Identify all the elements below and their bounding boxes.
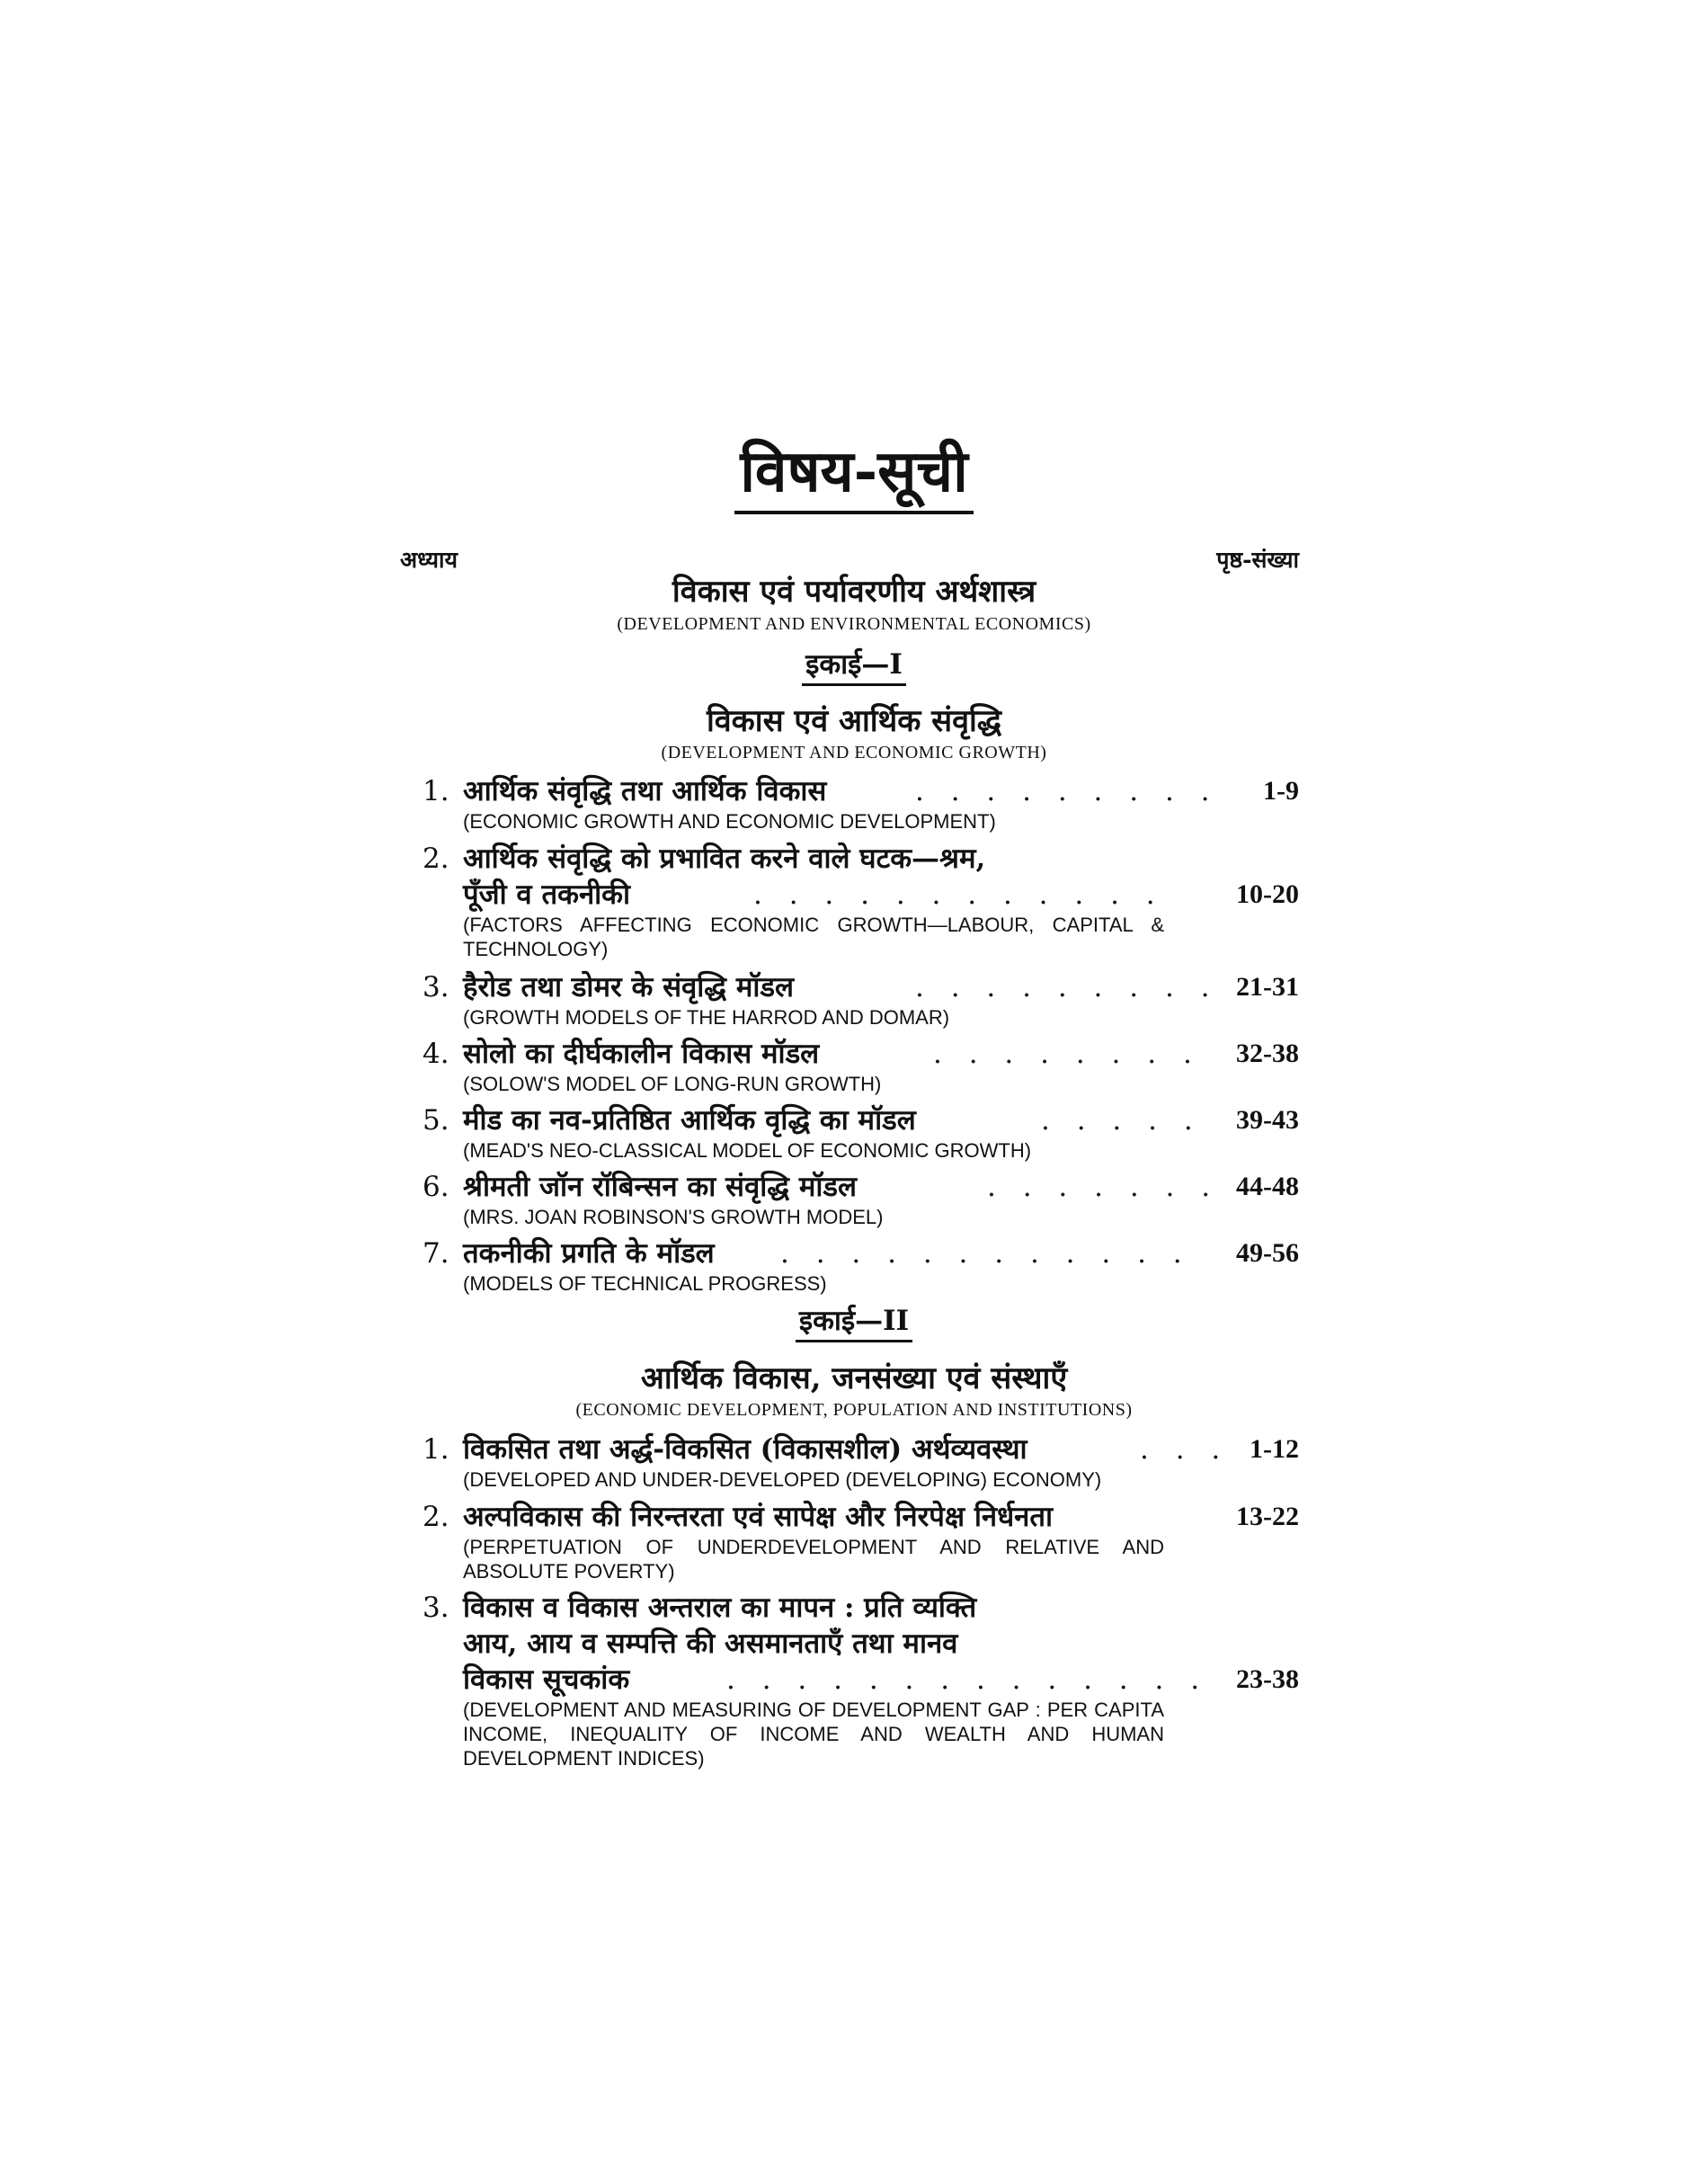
chapter-title-en: (GROWTH MODELS OF THE HARROD AND DOMAR): [463, 1006, 950, 1029]
page-range: 21-31: [1236, 972, 1299, 1002]
chapter-title-hi-line1: विकास व विकास अन्तराल का मापन : प्रति व्यक्ति: [463, 1592, 977, 1624]
chapter-number: 4.: [423, 1038, 449, 1070]
chapter-number: 3.: [423, 971, 449, 1003]
chapter-title-hi: आर्थिक संवृद्धि तथा आर्थिक विकास: [463, 775, 827, 807]
dot-leader: . . . . . . . . . . . .: [780, 1237, 1191, 1270]
page-range: 1-12: [1250, 1434, 1299, 1464]
chapter-title-en: (SOLOW'S MODEL OF LONG-RUN GROWTH): [463, 1073, 882, 1095]
unit-1-heading: [0, 705, 1708, 762]
chapter-number: 2.: [423, 1501, 449, 1533]
dot-leader: . . . . . . .: [987, 1171, 1220, 1203]
chapter-number: 1.: [423, 775, 449, 807]
chapter-title-hi-line3: विकास सूचकांक: [463, 1663, 630, 1696]
page-range: 39-43: [1236, 1105, 1299, 1135]
chapter-title-hi-line1: आर्थिक संवृद्धि को प्रभावित करने वाले घटक—श्रम,: [463, 843, 986, 875]
dot-leader: . . . . . . . . .: [915, 775, 1219, 807]
column-chapter-heading: अध्याय: [400, 547, 458, 573]
chapter-number: 1.: [423, 1433, 449, 1466]
chapter-number: 2.: [423, 843, 449, 875]
unit-2-label-wrap: [0, 1306, 1708, 1342]
unit-2-title-en: (ECONOMIC DEVELOPMENT, POPULATION AND INSTITUTIONS): [575, 1400, 1133, 1421]
page-title: विषय-सूची: [734, 439, 973, 514]
chapter-number: 6.: [423, 1171, 449, 1203]
unit-1-label-wrap: [0, 649, 1708, 686]
unit-2-heading: [0, 1362, 1708, 1420]
unit-2-title-hi: आर्थिक विकास, जनसंख्या एवं संस्थाएँ: [640, 1360, 1068, 1396]
dot-leader: . . . . . . . .: [933, 1038, 1201, 1070]
page-range: 44-48: [1236, 1172, 1299, 1201]
toc-entry-u1-2[interactable]: [423, 841, 1299, 961]
toc-entry-u2-2[interactable]: [423, 1499, 1299, 1583]
chapter-title-en: (DEVELOPMENT AND MEASURING OF DEVELOPMENT GAP : PER CAPITA INCOME, INEQUALITY OF INCOME AND WEALTH AND HUMAN DEVELOPMENT INDICES): [463, 1699, 1164, 1770]
unit-1-title-hi: विकास एवं आर्थिक संवृद्धि: [706, 703, 1002, 739]
toc-entry-u2-1[interactable]: [423, 1431, 1299, 1492]
chapter-title-hi: हैरोड तथा डोमर के संवृद्धि मॉडल: [463, 971, 795, 1003]
unit-1-title-en: (DEVELOPMENT AND ECONOMIC GROWTH): [661, 743, 1047, 763]
chapter-title-hi: अल्पविकास की निरन्तरता एवं सापेक्ष और निरपेक्ष निर्धनता: [463, 1501, 1054, 1533]
toc-entry-u1-5[interactable]: [423, 1102, 1299, 1163]
page-range: 13-22: [1236, 1502, 1299, 1531]
dot-leader: . . . . . . . . . . . . . .: [726, 1663, 1209, 1696]
chapter-title-hi: श्रीमती जॉन रॉबिन्सन का संवृद्धि मॉडल: [463, 1171, 857, 1203]
chapter-title-hi: मीड का नव-प्रतिष्ठित आर्थिक वृद्धि का मॉडल: [463, 1104, 916, 1137]
chapter-title-en: (FACTORS AFFECTING ECONOMIC GROWTH—LABOUR, CAPITAL & TECHNOLOGY): [463, 914, 1164, 960]
dot-leader: . . .: [1140, 1433, 1230, 1466]
chapter-title-hi: तकनीकी प्रगति के मॉडल: [463, 1237, 715, 1270]
chapter-title-hi: विकसित तथा अर्द्ध-विकसित (विकासशील) अर्थव्यवस्था: [463, 1433, 1027, 1466]
chapter-number: 5.: [423, 1104, 449, 1137]
column-page-heading: पृष्ठ-संख्या: [1216, 547, 1299, 573]
dot-leader: . . . . .: [1041, 1104, 1202, 1137]
chapter-title-en: (MEAD'S NEO-CLASSICAL MODEL OF ECONOMIC GROWTH): [463, 1139, 1032, 1162]
toc-entry-u1-1[interactable]: [423, 773, 1299, 834]
unit-1-label: इकाई—I: [802, 649, 906, 686]
page-range: 32-38: [1236, 1039, 1299, 1068]
chapter-title-en: (ECONOMIC GROWTH AND ECONOMIC DEVELOPMENT): [463, 810, 996, 833]
chapter-number: 7.: [423, 1237, 449, 1270]
dot-leader: . . . . . . . . . . . .: [753, 878, 1164, 911]
section-title-hi: विकास एवं पर्यावरणीय अर्थशास्त्र: [672, 574, 1036, 610]
chapter-title-en: (PERPETUATION OF UNDERDEVELOPMENT AND RELATIVE AND ABSOLUTE POVERTY): [463, 1536, 1164, 1583]
chapter-title-hi: सोलो का दीर्घकालीन विकास मॉडल: [463, 1038, 820, 1070]
page-range: 10-20: [1236, 879, 1299, 909]
toc-entry-u1-6[interactable]: [423, 1169, 1299, 1229]
toc-entry-u1-7[interactable]: [423, 1235, 1299, 1296]
chapter-title-en: (DEVELOPED AND UNDER-DEVELOPED (DEVELOPING) ECONOMY): [463, 1468, 1102, 1491]
unit-2-label: इकाई—II: [796, 1306, 912, 1342]
toc-entry-u1-3[interactable]: [423, 969, 1299, 1030]
section-title-en: (DEVELOPMENT AND ENVIRONMENTAL ECONOMICS): [617, 614, 1091, 635]
section-heading: [0, 575, 1708, 634]
chapter-title-en: (MODELS OF TECHNICAL PROGRESS): [463, 1272, 827, 1295]
chapter-title-hi-line2: पूँजी व तकनीकी: [463, 878, 631, 911]
chapter-title-en: (MRS. JOAN ROBINSON'S GROWTH MODEL): [463, 1206, 884, 1228]
page-range: 49-56: [1236, 1238, 1299, 1268]
title-wrap: [0, 439, 1708, 514]
toc-entry-u1-4[interactable]: [423, 1036, 1299, 1096]
chapter-number: 3.: [423, 1592, 449, 1624]
toc-entry-u2-3[interactable]: [423, 1590, 1299, 1770]
chapter-title-hi-line2: आय, आय व सम्पत्ति की असमानताएँ तथा मानव: [463, 1627, 958, 1660]
dot-leader: . . . . . . . . .: [915, 971, 1219, 1003]
page-range: 23-38: [1236, 1664, 1299, 1694]
page-range: 1-9: [1263, 776, 1299, 806]
